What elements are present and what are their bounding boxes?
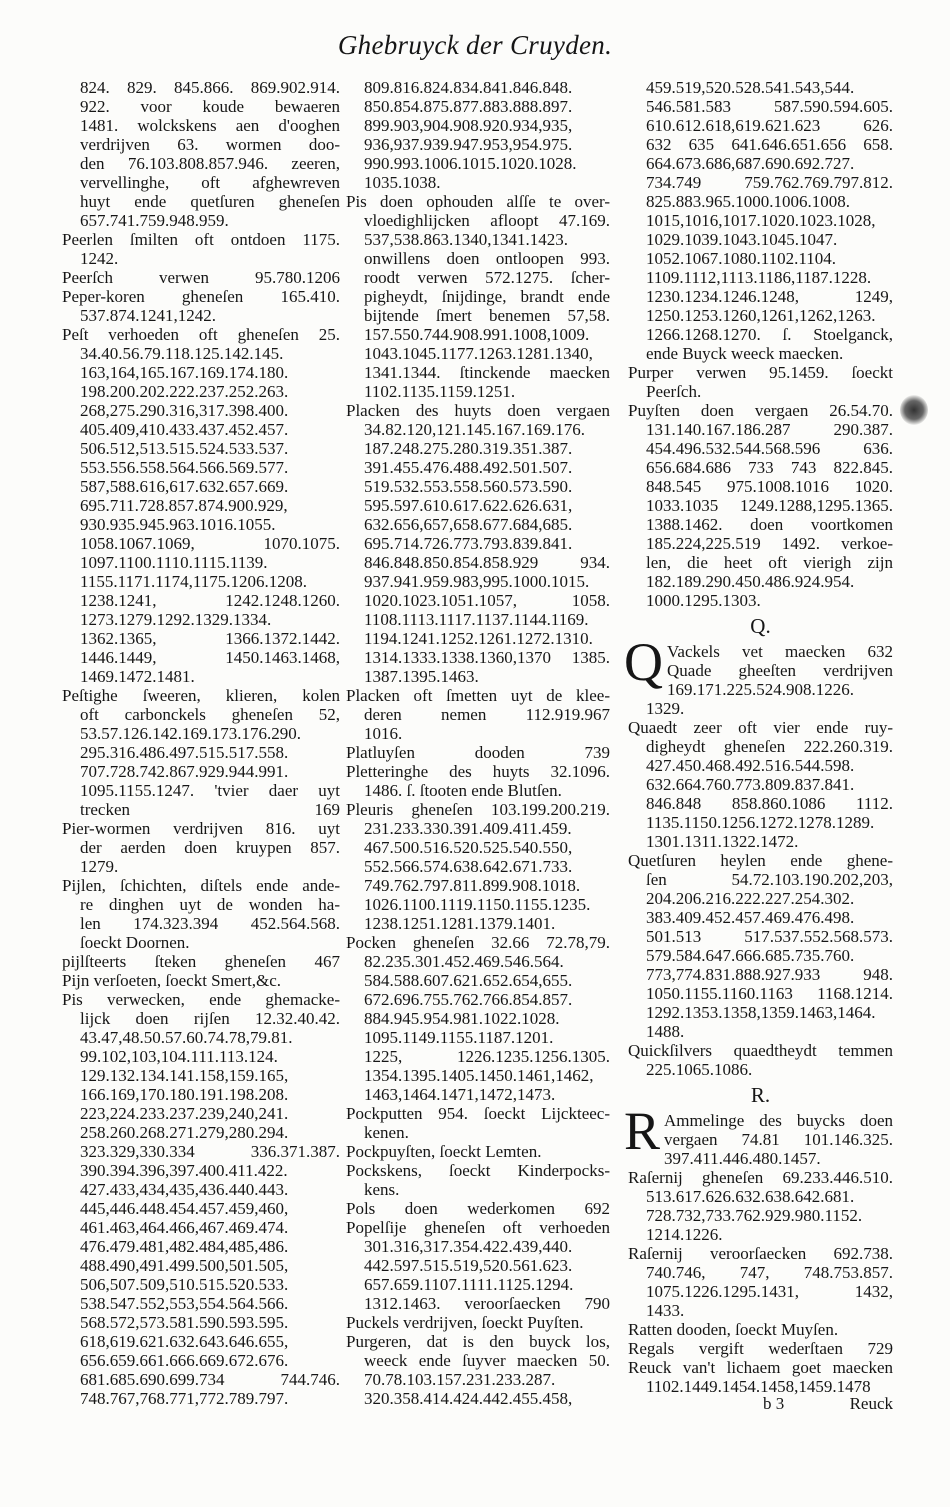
drop-cap-initial: R [624,1101,661,1161]
entry-headword-line: Puyſten doen vergaen 26.54.70. [628,401,893,420]
entry-headword-line: Reuck van't lichaem goet maecken [628,1358,893,1377]
entry-headword-line: Quade gheeſten verdrijven [667,661,893,680]
entry-reference-line: 1214.1226. [646,1225,723,1244]
entry-reference-line: 231.233.330.391.409.411.459. [364,819,572,838]
entry-reference-line: 1135.1150.1256.1272.1278.1289. [646,813,875,832]
entry-reference-line: 1035.1038. [364,173,441,192]
entry-reference-line: 506,507.509,510.515.520.533. [80,1275,289,1294]
entry-reference-line: 1000.1295.1303. [646,591,761,610]
entry-reference-line: bijtende ſmert benemen 57,58. [364,306,610,325]
entry-headword-line: Pletteringhe des huyts 32.1096. [346,762,610,781]
index-entry [346,1161,610,1199]
entry-reference-line: 748.767,768.771,772.789.797. [80,1389,289,1408]
entry-reference-line: 587,588.616,617.632.657.669. [80,477,289,496]
entry-reference-line: 1469.1472.1481. [80,667,195,686]
entry-reference-line: vervellinghe, oft afghewreven [80,173,340,192]
entry-reference-line: 584.588.607.621.652.654,655. [364,971,573,990]
index-entry [346,192,610,401]
index-entry [62,876,340,952]
entry-reference-line: 1058.1067.1069, 1070.1075. [80,534,340,553]
entry-reference-line: weeck ende ſuyver maecken 50. [364,1351,610,1370]
entry-reference-line: 258.260.268.271.279,280.294. [80,1123,289,1142]
entry-headword-line: Purper verwen 95.1459. ſoeckt [628,363,893,382]
entry-reference-line: 405.409,410.433.437.452.457. [80,420,289,439]
entry-reference-line: 1238.1241, 1242.1248.1260. [80,591,340,610]
entry-reference-line: 169.171.225.524.908.1226. [667,680,854,699]
index-column-3 [624,78,893,1396]
entry-reference-line: 1463,1464.1471,1472,1473. [364,1085,556,1104]
entry-headword-line: Pockpuyſten, ſoeckt Lemten. [346,1142,542,1161]
entry-headword-line: Pleuris gheneſen 103.199.200.219. [346,800,610,819]
entry-reference-line: 657.741.759.948.959. [80,211,229,230]
entry-reference-line: 1097.1100.1110.1115.1139. [80,553,268,572]
entry-reference-line: 846.848.850.854.858.929 934. [364,553,610,572]
entry-headword-line: Quickſilvers quaedtheydt temmen [628,1041,893,1060]
entry-reference-line: 553.556.558.564.566.569.577. [80,458,289,477]
entry-reference-line: 1292.1353.1358,1359.1463,1464. [646,1003,876,1022]
entry-reference-line: 618,619.621.632.643.646.655, [80,1332,289,1351]
index-column-1 [62,78,340,1408]
entry-reference-line: 1020.1023.1051.1057, 1058. [364,591,610,610]
entry-reference-line: len, die heet oft vierigh zijn [646,553,893,572]
index-entry [628,363,893,401]
entry-reference-line: 225.1065.1086. [646,1060,753,1079]
entry-reference-line: 1075.1226.1295.1431, 1432, [646,1282,893,1301]
index-entry [62,990,340,1408]
entry-reference-line: 442.597.515.519,520.561.623. [364,1256,573,1275]
entry-reference-line: 899.903,904.908.920.934,935, [364,116,573,135]
entry-reference-line: 846.848 858.860.1086 1112. [646,794,893,813]
entry-headword-line: Regals vergift wederſtaen 729 [628,1339,893,1358]
entry-reference-line: 1230.1234.1246.1248, 1249, [646,287,893,306]
entry-reference-line: 461.463,464.466,467.469.474. [80,1218,289,1237]
entry-reference-line: 824. 829. 845.866. 869.902.914. [80,78,340,97]
entry-reference-line: ſoeckt Doornen. [80,933,190,952]
entry-reference-line: 595.597.610.617.622.626.631, [364,496,573,515]
entry-reference-line: 99.102,103,104.111.113.124. [80,1047,278,1066]
entry-reference-line: 728.732,733.762.929.980.1152. [646,1206,863,1225]
entry-reference-line: re dinghen uyt de wonden ha- [80,895,340,914]
entry-reference-line: 1362.1365, 1366.1372.1442. [80,629,340,648]
entry-reference-line: 579.584.647.666.685.735.760. [646,946,855,965]
entry-reference-line: 1446.1449, 1450.1463.1468, [80,648,340,667]
entry-reference-line: 163,164,165.167.169.174.180. [80,363,289,382]
entry-reference-line: 1387.1395.1463. [364,667,479,686]
entry-reference-line: 1015,1016,1017.1020.1023.1028, [646,211,876,230]
entry-headword-line: Pockskens, ſoeckt Kinderpocks- [346,1161,610,1180]
entry-reference-line: 773,774.831.888.927.933 948. [646,965,893,984]
entry-reference-line: 320.358.414.424.442.455.458, [364,1389,573,1408]
entry-reference-line: 323.329,330.334 336.371.387. [80,1142,340,1161]
entry-reference-line: 1433. [646,1301,685,1320]
entry-reference-line: kens. [364,1180,400,1199]
entry-headword-line: Puckels verdrijven, ſoeckt Puyſten. [346,1313,584,1332]
entry-reference-line: 204.206.216.222.227.254.302. [646,889,855,908]
entry-reference-line: 182.189.290.450.486.924.954. [646,572,855,591]
index-entry [346,401,610,686]
entry-reference-line: 157.550.744.908.991.1008,1009. [364,325,590,344]
entry-reference-line: 295.316.486.497.515.517.558. [80,743,289,762]
index-entry [628,851,893,1041]
entry-reference-line: 1109.1112,1113.1186,1187.1228. [646,268,872,287]
entry-reference-line: 467.500.516.520.525.540.550, [364,838,573,857]
entry-reference-line: 82.235.301.452.469.546.564. [364,952,564,971]
entry-headword-line: Peſt verhoeden oft gheneſen 25. [62,325,340,344]
entry-reference-line: 1194.1241.1252.1261.1272.1310. [364,629,593,648]
entry-reference-line: oft carbonckels gheneſen 52, [80,705,340,724]
entry-reference-line: kenen. [364,1123,409,1142]
entry-reference-line: 513.617.626.632.638.642.681. [646,1187,855,1206]
ink-blot [900,395,928,425]
index-entry [346,1313,610,1332]
index-block [628,78,893,610]
index-entry [62,686,340,819]
entry-reference-line: 476.479.481,482.484,485,486. [80,1237,289,1256]
entry-reference-line: 131.140.167.186.287 290.387. [646,420,893,439]
running-title: Ghebruyck der Cruyden. [337,30,613,60]
entry-reference-line: 1481. wolckskens aen d'ooghen [80,116,340,135]
entry-reference-line: digheydt gheneſen 222.260.319. [646,737,893,756]
entry-reference-line: 391.455.476.488.492.501.507. [364,458,573,477]
entry-reference-line: 537,538.863.1340,1341.1423. [364,230,568,249]
entry-reference-line: 552.566.574.638.642.671.733. [364,857,573,876]
entry-reference-line: 1341.1344. ſtinckende maecken [364,363,610,382]
entry-reference-line: 1095.1155.1247. 'tvier daer uyt [80,781,340,800]
entry-headword-line: Pis doen ophouden alſſe te over- [346,192,610,211]
entry-headword-line: Pols doen wederkomen 692 [346,1199,610,1218]
entry-reference-line: 1043.1045.1177.1263.1281.1340, [364,344,593,363]
index-entry [62,325,340,686]
entry-reference-line: 1026.1100.1119.1150.1155.1235. [364,895,591,914]
index-section [624,1101,893,1396]
entry-reference-line: 70.78.103.157.231.233.287. [364,1370,556,1389]
index-entry [628,642,893,661]
entry-reference-line: 501.513 517.537.552.568.573. [646,927,893,946]
entry-reference-line: 1488. [646,1022,685,1041]
index-entry [346,1142,610,1161]
entry-reference-line: lijck doen rijſen 12.32.40.42. [80,1009,340,1028]
entry-reference-line: den 76.103.808.857.946. zeeren, [80,154,340,173]
index-entry [62,230,340,268]
entry-headword-line: Pockputten 954. ſoeckt Lijckteec- [346,1104,610,1123]
entry-reference-line: 53.57.126.142.169.173.176.290. [80,724,301,743]
entry-reference-line: 1273.1279.1292.1329.1334. [80,610,272,629]
entry-reference-line: 1486. ſ. ſtooten ende Blutſen. [364,781,562,800]
entry-reference-line: 610.612.618,619.621.623 626. [646,116,893,135]
index-entry [62,971,340,990]
entry-headword-line: Pijn verſoeten, ſoeckt Smert,&c. [62,971,282,990]
entry-headword-line: Placken des huyts doen vergaen [346,401,610,420]
index-entry [628,1041,893,1079]
index-entry [346,1332,610,1408]
index-entry [346,1218,610,1313]
entry-headword-line: Placken oft ſmetten uyt de klee- [346,686,610,705]
entry-reference-line: 187.248.275.280.319.351.387. [364,439,573,458]
entry-reference-line: huyt ende quetſuren gheneſen [80,192,340,211]
entry-reference-line: 538.547.552,553,554.564.566. [80,1294,289,1313]
index-entry [628,718,893,851]
entry-headword-line: pijlſteerts ſteken gheneſen 467 [62,952,340,971]
entry-reference-line: 922. voor koude bewaeren [80,97,340,116]
entry-reference-line: 734.749 759.762.769.797.812. [646,173,893,192]
entry-reference-line: 1238.1251.1281.1379.1401. [364,914,556,933]
entry-reference-line: 695.714.726.773.793.839.841. [364,534,573,553]
entry-reference-line: 1242. [80,249,119,268]
entry-reference-line: 990.993.1006.1015.1020.1028. [364,154,577,173]
entry-headword-line: Ratten dooden, ſoeckt Muyſen. [628,1320,839,1339]
entry-reference-line: 1050.1155.1160.1163 1168.1214. [646,984,893,1003]
index-entry [628,661,893,718]
entry-reference-line: 1314.1333.1338.1360,1370 1385. [364,648,610,667]
entry-headword-line: Peſtighe ſweeren, klieren, kolen [62,686,340,705]
index-entry [628,1111,893,1168]
entry-reference-line: 1102.1449.1454.1458,1459.1478 [646,1377,871,1396]
entry-reference-line: 459.519,520.528.541.543,544. [646,78,855,97]
index-block [346,78,610,1408]
entry-reference-line: 1266.1268.1270. ſ. Stoelganck, [646,325,893,344]
entry-reference-line: 825.883.965.1000.1006.1008. [646,192,850,211]
entry-headword-line: Peerſch verwen 95.780.1206 [62,268,340,287]
index-entry [346,743,610,762]
entry-reference-line: 936,937.939.947.953,954.975. [364,135,573,154]
index-entry [346,800,610,933]
entry-headword-line: Quetſuren heylen ende ghene- [628,851,893,870]
entry-reference-line: 1279. [80,857,119,876]
entry-reference-line: 749.762.797.811.899.908.1018. [364,876,581,895]
index-entry [346,686,610,743]
entry-reference-line: vergaen 74.81 101.146.325. [664,1130,893,1149]
index-column-2 [346,78,610,1408]
entry-reference-line: 695.711.728.857.874.900.929, [80,496,288,515]
entry-reference-line: 397.411.446.480.1457. [664,1149,821,1168]
entry-reference-line: trecken 169 [80,800,340,819]
entry-reference-line: 519.532.553.558.560.573.590. [364,477,573,496]
entry-reference-line: 390.394.396,397.400.411.422. [80,1161,288,1180]
entry-reference-line: 43.47,48.50.57.60.74.78,79.81. [80,1028,293,1047]
index-entry [628,1320,893,1339]
entry-reference-line: 809.816.824.834.841.846.848. [364,78,573,97]
index-entry [62,819,340,876]
entry-reference-line: 1312.1463. veroorſaecken 790 [364,1294,610,1313]
entry-reference-line: 301.316,317.354.422.439,440. [364,1237,573,1256]
entry-reference-line: ſen 54.72.103.190.202,203, [646,870,893,889]
entry-headword-line: Peerlen ſmilten oft ontdoen 1175. [62,230,340,249]
entry-reference-line: 166.169,170.180.191.198.208. [80,1085,289,1104]
index-entry [346,933,610,1104]
entry-reference-line: 656.659.661.666.669.672.676. [80,1351,289,1370]
entry-headword-line: Platluyſen dooden 739 [346,743,610,762]
entry-reference-line: 1029.1039.1043.1045.1047. [646,230,838,249]
index-entry [62,287,340,325]
signature-mark: b 3 [763,1394,785,1413]
entry-reference-line: 884.945.954.981.1022.1028. [364,1009,560,1028]
index-entry [62,268,340,287]
entry-reference-line: vloedighlijcken afloopt 47.169. [364,211,610,230]
entry-headword-line: Peper-koren gheneſen 165.410. [62,287,340,306]
entry-reference-line: ende Buyck weeck maecken. [646,344,844,363]
entry-reference-line: 34.82.120,121.145.167.169.176. [364,420,585,439]
index-entry [346,1104,610,1142]
entry-reference-line: 1250.1253.1260,1261,1262,1263. [646,306,876,325]
index-entry [346,78,610,192]
entry-reference-line: verdrijven 63. wormen doo- [80,135,340,154]
index-section [624,632,893,1079]
entry-headword-line: Vackels vet maecken 632 [667,642,893,661]
index-entry [346,762,610,800]
entry-reference-line: 1052.1067.1080.1102.1104. [646,249,836,268]
entry-reference-line: 1329. [646,699,685,718]
index-entry [628,1244,893,1320]
entry-reference-line: 537.874.1241,1242. [80,306,216,325]
entry-reference-line: 383.409.452.457.469.476.498. [646,908,855,927]
entry-reference-line: pigheydt, ſnijdinge, brandt ende [364,287,610,306]
entry-reference-line: 546.581.583 587.590.594.605. [646,97,893,116]
entry-reference-line: len 174.323.394 452.564.568. [80,914,340,933]
entry-reference-line: 1301.1311.1322.1472. [646,832,799,851]
entry-reference-line: roodt verwen 572.1275. ſcher- [364,268,610,287]
entry-reference-line: 198.200.202.222.237.252.263. [80,382,289,401]
entry-headword-line: Popelſije gheneſen oft verhoeden [346,1218,610,1237]
entry-reference-line: 488.490,491.499.500,501.505, [80,1256,289,1275]
entry-reference-line: 848.545 975.1008.1016 1020. [646,477,893,496]
entry-reference-line: 937.941.959.983,995.1000.1015. [364,572,590,591]
entry-headword-line: Raſernij veroorſaecken 692.738. [628,1244,893,1263]
entry-reference-line: 427.450.468.492.516.544.598. [646,756,855,775]
entry-headword-line: Quaedt zeer oft vier ende ruy- [628,718,893,737]
entry-reference-line: 632.664.760.773.809.837.841. [646,775,855,794]
section-letter-heading: R. [750,1083,771,1107]
entry-reference-line: 445,446.448.454.457.459,460, [80,1199,289,1218]
entry-reference-line: 1095.1149.1155.1187.1201. [364,1028,554,1047]
entry-headword-line: Ammelinge des buycks doen [664,1111,893,1130]
entry-reference-line: 1225, 1226.1235.1256.1305. [364,1047,610,1066]
index-entry [628,1168,893,1244]
index-entry [628,1339,893,1358]
index-entry [346,1199,610,1218]
entry-reference-line: 454.496.532.544.568.596 636. [646,439,893,458]
entry-reference-line: 681.685.690.699.734 744.746. [80,1370,340,1389]
entry-reference-line: 632 635 641.646.651.656 658. [646,135,893,154]
entry-reference-line: deren nemen 112.919.967 [364,705,610,724]
entry-reference-line: 1354.1395.1405.1450.1461,1462, [364,1066,594,1085]
entry-reference-line: 740.746, 747, 748.753.857. [646,1263,893,1282]
entry-reference-line: 568.572,573.581.590.593.595. [80,1313,289,1332]
index-entry [628,401,893,610]
entry-reference-line: 223,224.233.237.239,240,241. [80,1104,289,1123]
entry-reference-line: 672.696.755.762.766.854.857. [364,990,573,1009]
entry-reference-line: 656.684.686 733 743 822.845. [646,458,893,477]
entry-reference-line: onwillens doen ontloopen 993. [364,249,610,268]
entry-reference-line: 664.673.686,687.690.692.727. [646,154,855,173]
index-entry [628,1358,893,1396]
entry-reference-line: 707.728.742.867.929.944.991. [80,762,289,781]
entry-reference-line: 850.854.875.877.883.888.897. [364,97,573,116]
entry-headword-line: Pijlen, ſchichten, diſtels ende ande- [62,876,340,895]
entry-reference-line: 1108.1113.1117.1137.1144.1169. [364,610,589,629]
entry-reference-line: Peerſch. [646,382,702,401]
entry-reference-line: 657.659.1107.1111.1125.1294. [364,1275,574,1294]
entry-headword-line: Purgeren, dat is den buyck los, [346,1332,610,1351]
catchword: Reuck [849,1394,893,1413]
entry-reference-line: 1016. [364,724,403,743]
index-block [62,78,340,1408]
entry-reference-line: 1155.1171.1174,1175.1206.1208. [80,572,307,591]
entry-reference-line: 930.935.945.963.1016.1055. [80,515,276,534]
entry-reference-line: 632.656,657,658.677.684,685. [364,515,573,534]
entry-reference-line: 1102.1135.1159.1251. [364,382,516,401]
index-entry [62,78,340,230]
section-letter-heading: Q. [750,614,771,638]
entry-reference-line: 1033.1035 1249.1288,1295.1365. [646,496,893,515]
entry-headword-line: Pier-wormen verdrijven 816. uyt [62,819,340,838]
index-entry [62,952,340,971]
entry-reference-line: der aerden doen kruypen 857. [80,838,340,857]
index-entry [628,78,893,363]
entry-reference-line: 34.40.56.79.118.125.142.145. [80,344,284,363]
entry-reference-line: 268,275.290.316,317.398.400. [80,401,289,420]
entry-reference-line: 185.224,225.519 1492. verkoe- [646,534,893,553]
entry-headword-line: Raſernij gheneſen 69.233.446.510. [628,1168,893,1187]
entry-headword-line: Pocken gheneſen 32.66 72.78,79. [346,933,610,952]
entry-headword-line: Pis verwecken, ende ghemacke- [62,990,340,1009]
entry-reference-line: 129.132.134.141.158,159.165, [80,1066,289,1085]
entry-reference-line: 427.433,434,435,436.440.443. [80,1180,289,1199]
entry-reference-line: 506.512,513.515.524.533.537. [80,439,289,458]
drop-cap-initial: Q [624,632,663,692]
entry-reference-line: 1388.1462. doen voortkomen [646,515,893,534]
